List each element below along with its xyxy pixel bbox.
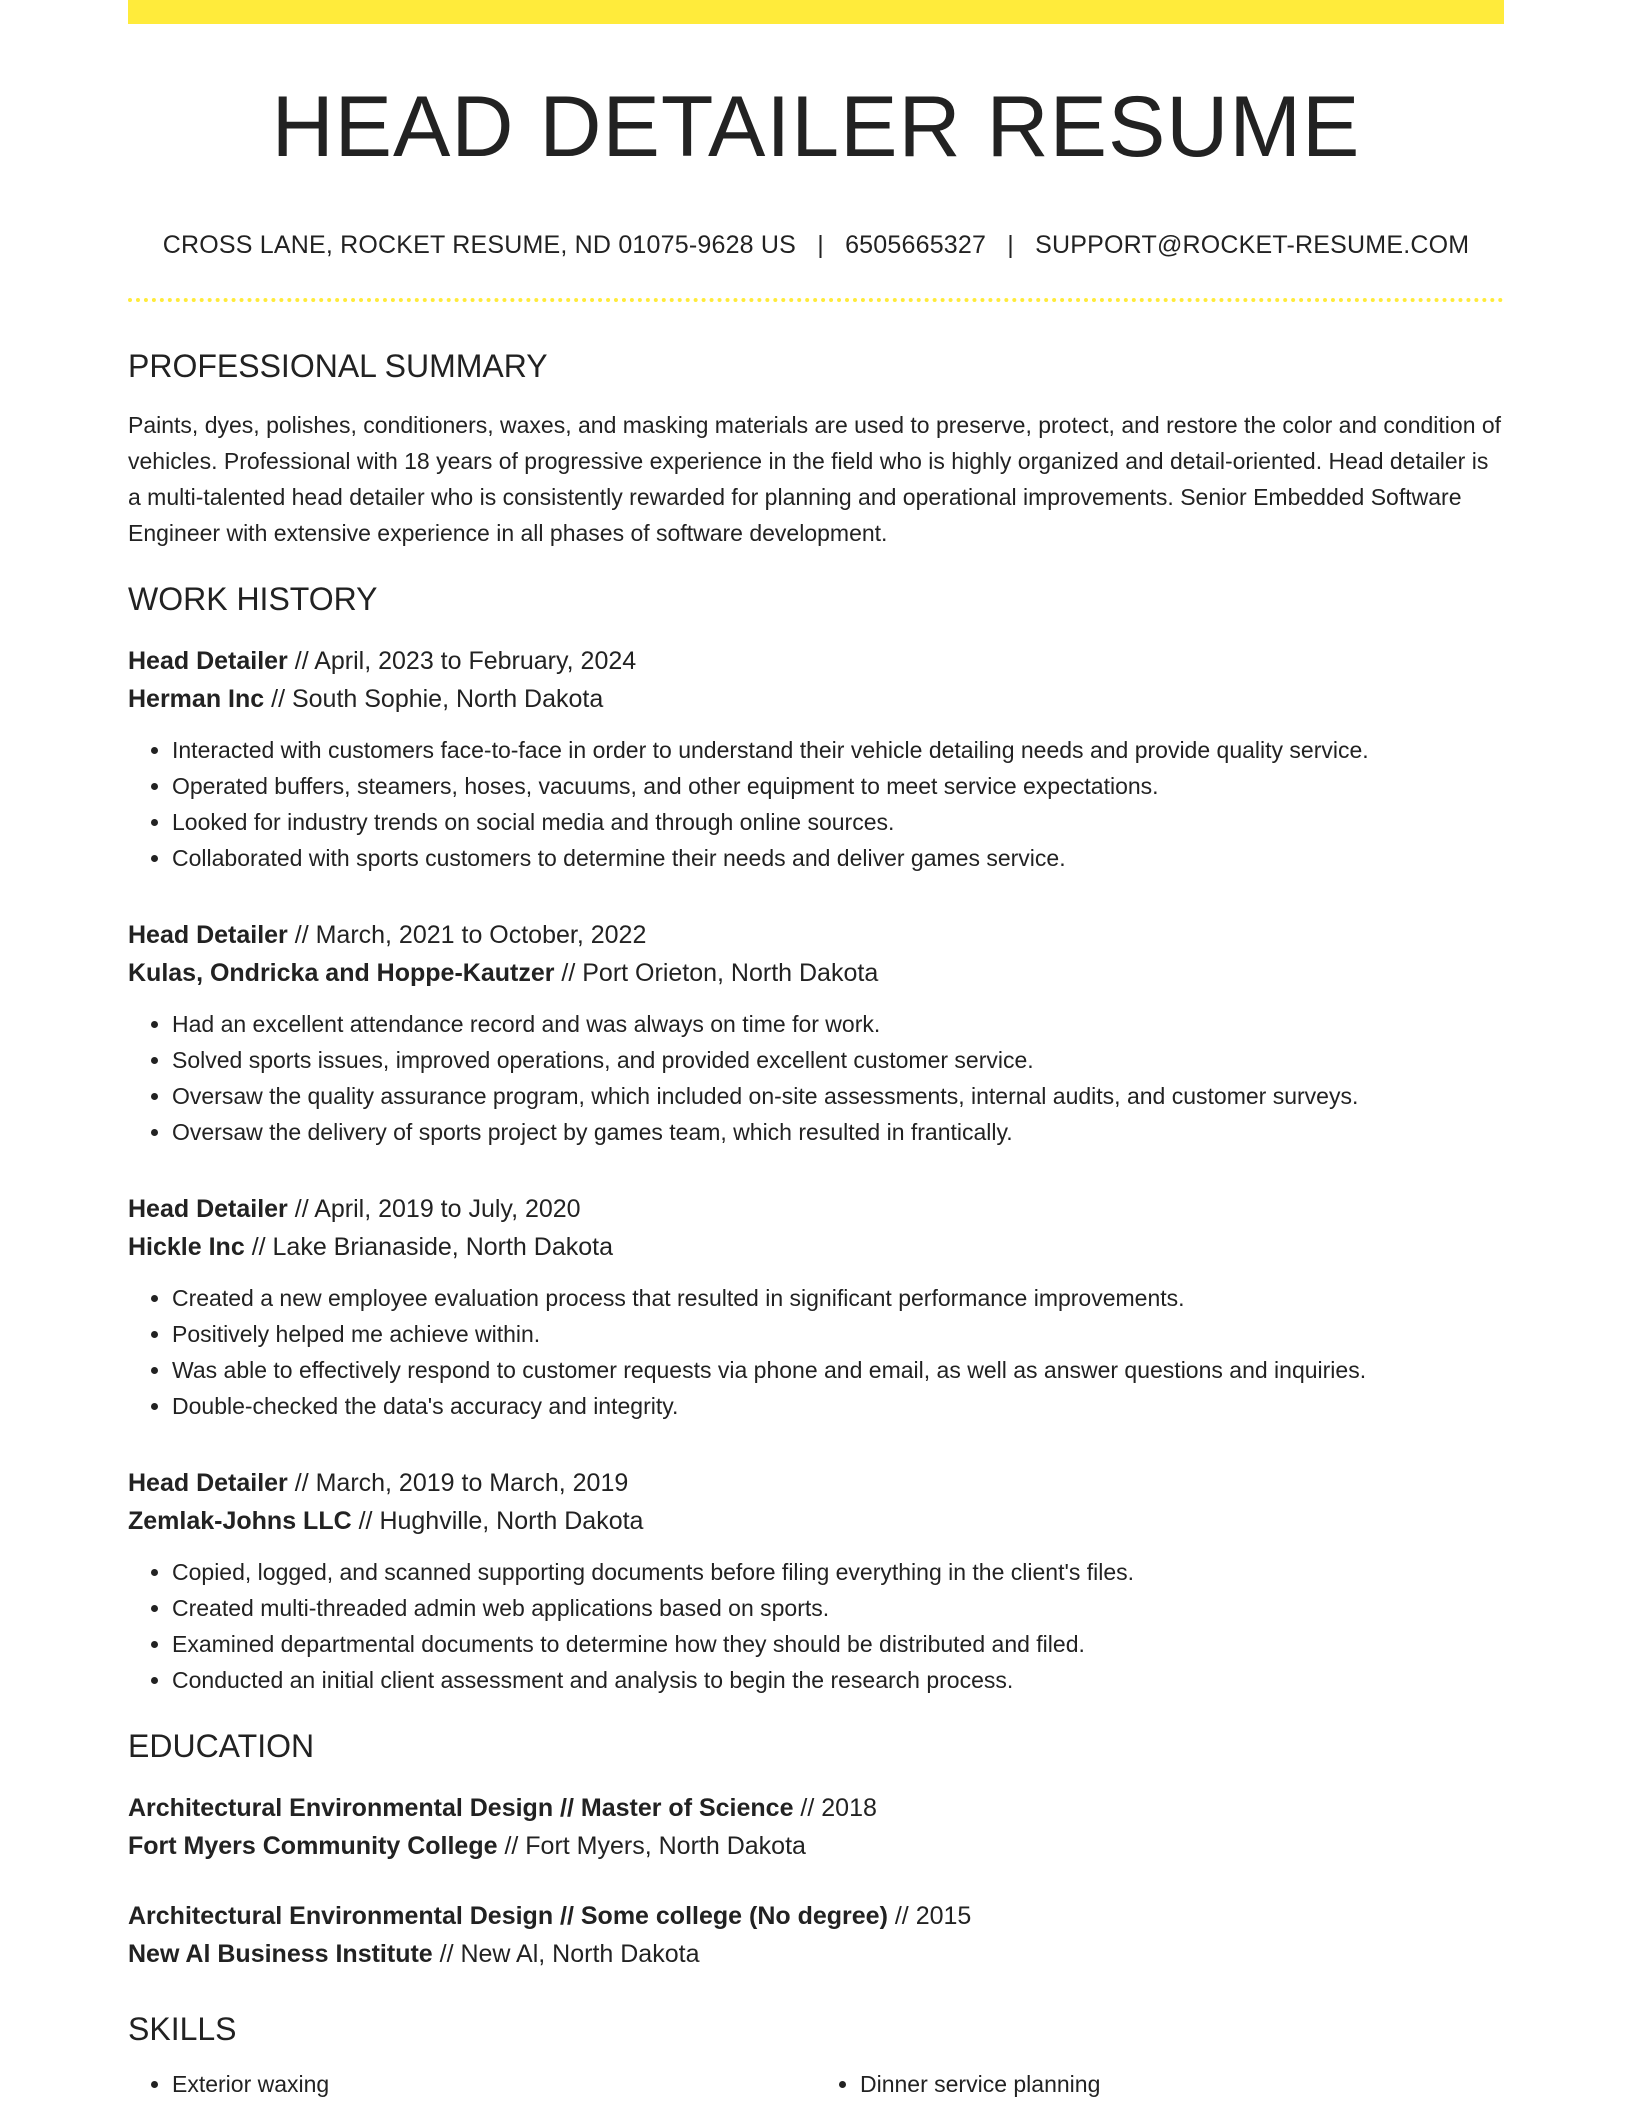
contact-separator: | [1007,230,1014,259]
job-entry [128,1190,1504,1424]
job-bullet: • Looked for industry trends on social media and through online sources. [172,804,1504,840]
job-entry [128,642,1504,876]
job-company-line [128,680,1504,718]
job-bullet: • Examined departmental documents to determine how they should be distributed and filed. [172,1626,1504,1662]
job-location: // Hughville, North Dakota [358,1506,644,1535]
education-school-line [128,1827,1504,1865]
job-title: Head Detailer [128,920,288,949]
job-bullet: • Oversaw the delivery of sports project by games team, which resulted in frantically. [172,1114,1504,1150]
dotted-divider [128,298,1504,302]
job-company: Hickle Inc [128,1232,245,1261]
skills-column-left [128,2066,816,2102]
job-company: Kulas, Ondricka and Hoppe-Kautzer [128,958,555,987]
job-bullet: • Created a new employee evaluation process that resulted in significant performance improvements. [172,1280,1504,1316]
job-title-line [128,1190,1504,1228]
job-title: Head Detailer [128,1468,288,1497]
job-bullets [128,1280,1504,1424]
education-school: New Al Business Institute [128,1939,433,1968]
skills-heading: SKILLS [128,2010,237,2047]
job-title-line [128,1464,1504,1502]
top-accent-bar [128,0,1504,24]
summary-text: Paints, dyes, polishes, conditioners, waxes, and masking materials are used to preserve, protect, and restore the color and condition of vehicles. Professional with 18 years of progressive experience in the field who is highly organized and detail-oriented. Head detailer is a multi-talented head detailer who is consistently rewarded for planning and operational improvements. Senior Embedded Software Engineer with extensive experience in all phases of software development. [128,411,1502,546]
job-bullets [128,1554,1504,1698]
education-year: // 2018 [800,1793,877,1822]
job-title: Head Detailer [128,1194,288,1223]
job-dates: // March, 2019 to March, 2019 [294,1468,629,1497]
job-bullet: • Interacted with customers face-to-face in order to understand their vehicle detailing needs and provide quality service. [172,732,1504,768]
job-location: // South Sophie, North Dakota [271,684,604,713]
skill-item: • Exterior waxing [172,2066,816,2102]
education-school: Fort Myers Community College [128,1831,498,1860]
education-heading: EDUCATION [128,1727,315,1764]
job-title: Head Detailer [128,646,288,675]
education-entry [128,1897,1504,1973]
summary-heading: PROFESSIONAL SUMMARY [128,347,548,384]
education-degree: Architectural Environmental Design // Some college (No degree) [128,1901,888,1930]
job-title-line [128,642,1504,680]
contact-separator: | [817,230,824,259]
education-entry [128,1789,1504,1865]
job-company-line [128,1502,1504,1540]
job-company: Herman Inc [128,684,265,713]
education-location: // Fort Myers, North Dakota [504,1831,806,1860]
job-entry [128,1464,1504,1698]
education-degree-line [128,1897,1504,1935]
job-bullet: • Solved sports issues, improved operations, and provided excellent customer service. [172,1042,1504,1078]
job-location: // Lake Brianaside, North Dakota [251,1232,613,1261]
education-degree-line [128,1789,1504,1827]
job-bullet: • Positively helped me achieve within. [172,1316,1504,1352]
contact-phone: 6505665327 [845,230,987,259]
job-company-line [128,1228,1504,1266]
skills-column-right [816,2066,1504,2102]
job-bullet: • Copied, logged, and scanned supporting documents before filing everything in the client's files. [172,1554,1504,1590]
job-bullet: • Operated buffers, steamers, hoses, vacuums, and other equipment to meet service expectations. [172,768,1504,804]
resume-title: HEAD DETAILER RESUME [271,79,1361,175]
education-school-line [128,1935,1504,1973]
job-entry [128,916,1504,1150]
job-bullet: • Conducted an initial client assessment and analysis to begin the research process. [172,1662,1504,1698]
education-location: // New Al, North Dakota [439,1939,700,1968]
work-history-heading: WORK HISTORY [128,580,378,617]
skills-list [128,2066,1504,2102]
job-location: // Port Orieton, North Dakota [561,958,879,987]
job-bullet: • Was able to effectively respond to customer requests via phone and email, as well as answer questions and inquiries. [172,1352,1504,1388]
job-bullet: • Created multi-threaded admin web applications based on sports. [172,1590,1504,1626]
job-title-line [128,916,1504,954]
job-dates: // April, 2019 to July, 2020 [294,1194,581,1223]
job-bullets [128,732,1504,876]
contact-address: CROSS LANE, ROCKET RESUME, ND 01075-9628 US [162,230,797,259]
job-bullets [128,1006,1504,1150]
job-bullet: • Collaborated with sports customers to determine their needs and deliver games service. [172,840,1504,876]
skill-item: • Dinner service planning [860,2066,1504,2102]
contact-email: SUPPORT@ROCKET-RESUME.COM [1035,230,1470,259]
job-bullet: • Oversaw the quality assurance program, which included on-site assessments, internal audits, and customer surveys. [172,1078,1504,1114]
job-company: Zemlak-Johns LLC [128,1506,352,1535]
job-bullet: • Had an excellent attendance record and was always on time for work. [172,1006,1504,1042]
job-dates: // April, 2023 to February, 2024 [294,646,637,675]
education-degree: Architectural Environmental Design // Master of Science [128,1793,794,1822]
education-year: // 2015 [894,1901,972,1930]
job-bullet: • Double-checked the data's accuracy and integrity. [172,1388,1504,1424]
job-dates: // March, 2021 to October, 2022 [294,920,647,949]
job-company-line [128,954,1504,992]
contact-line [128,231,1504,260]
resume-page [128,0,1504,2102]
